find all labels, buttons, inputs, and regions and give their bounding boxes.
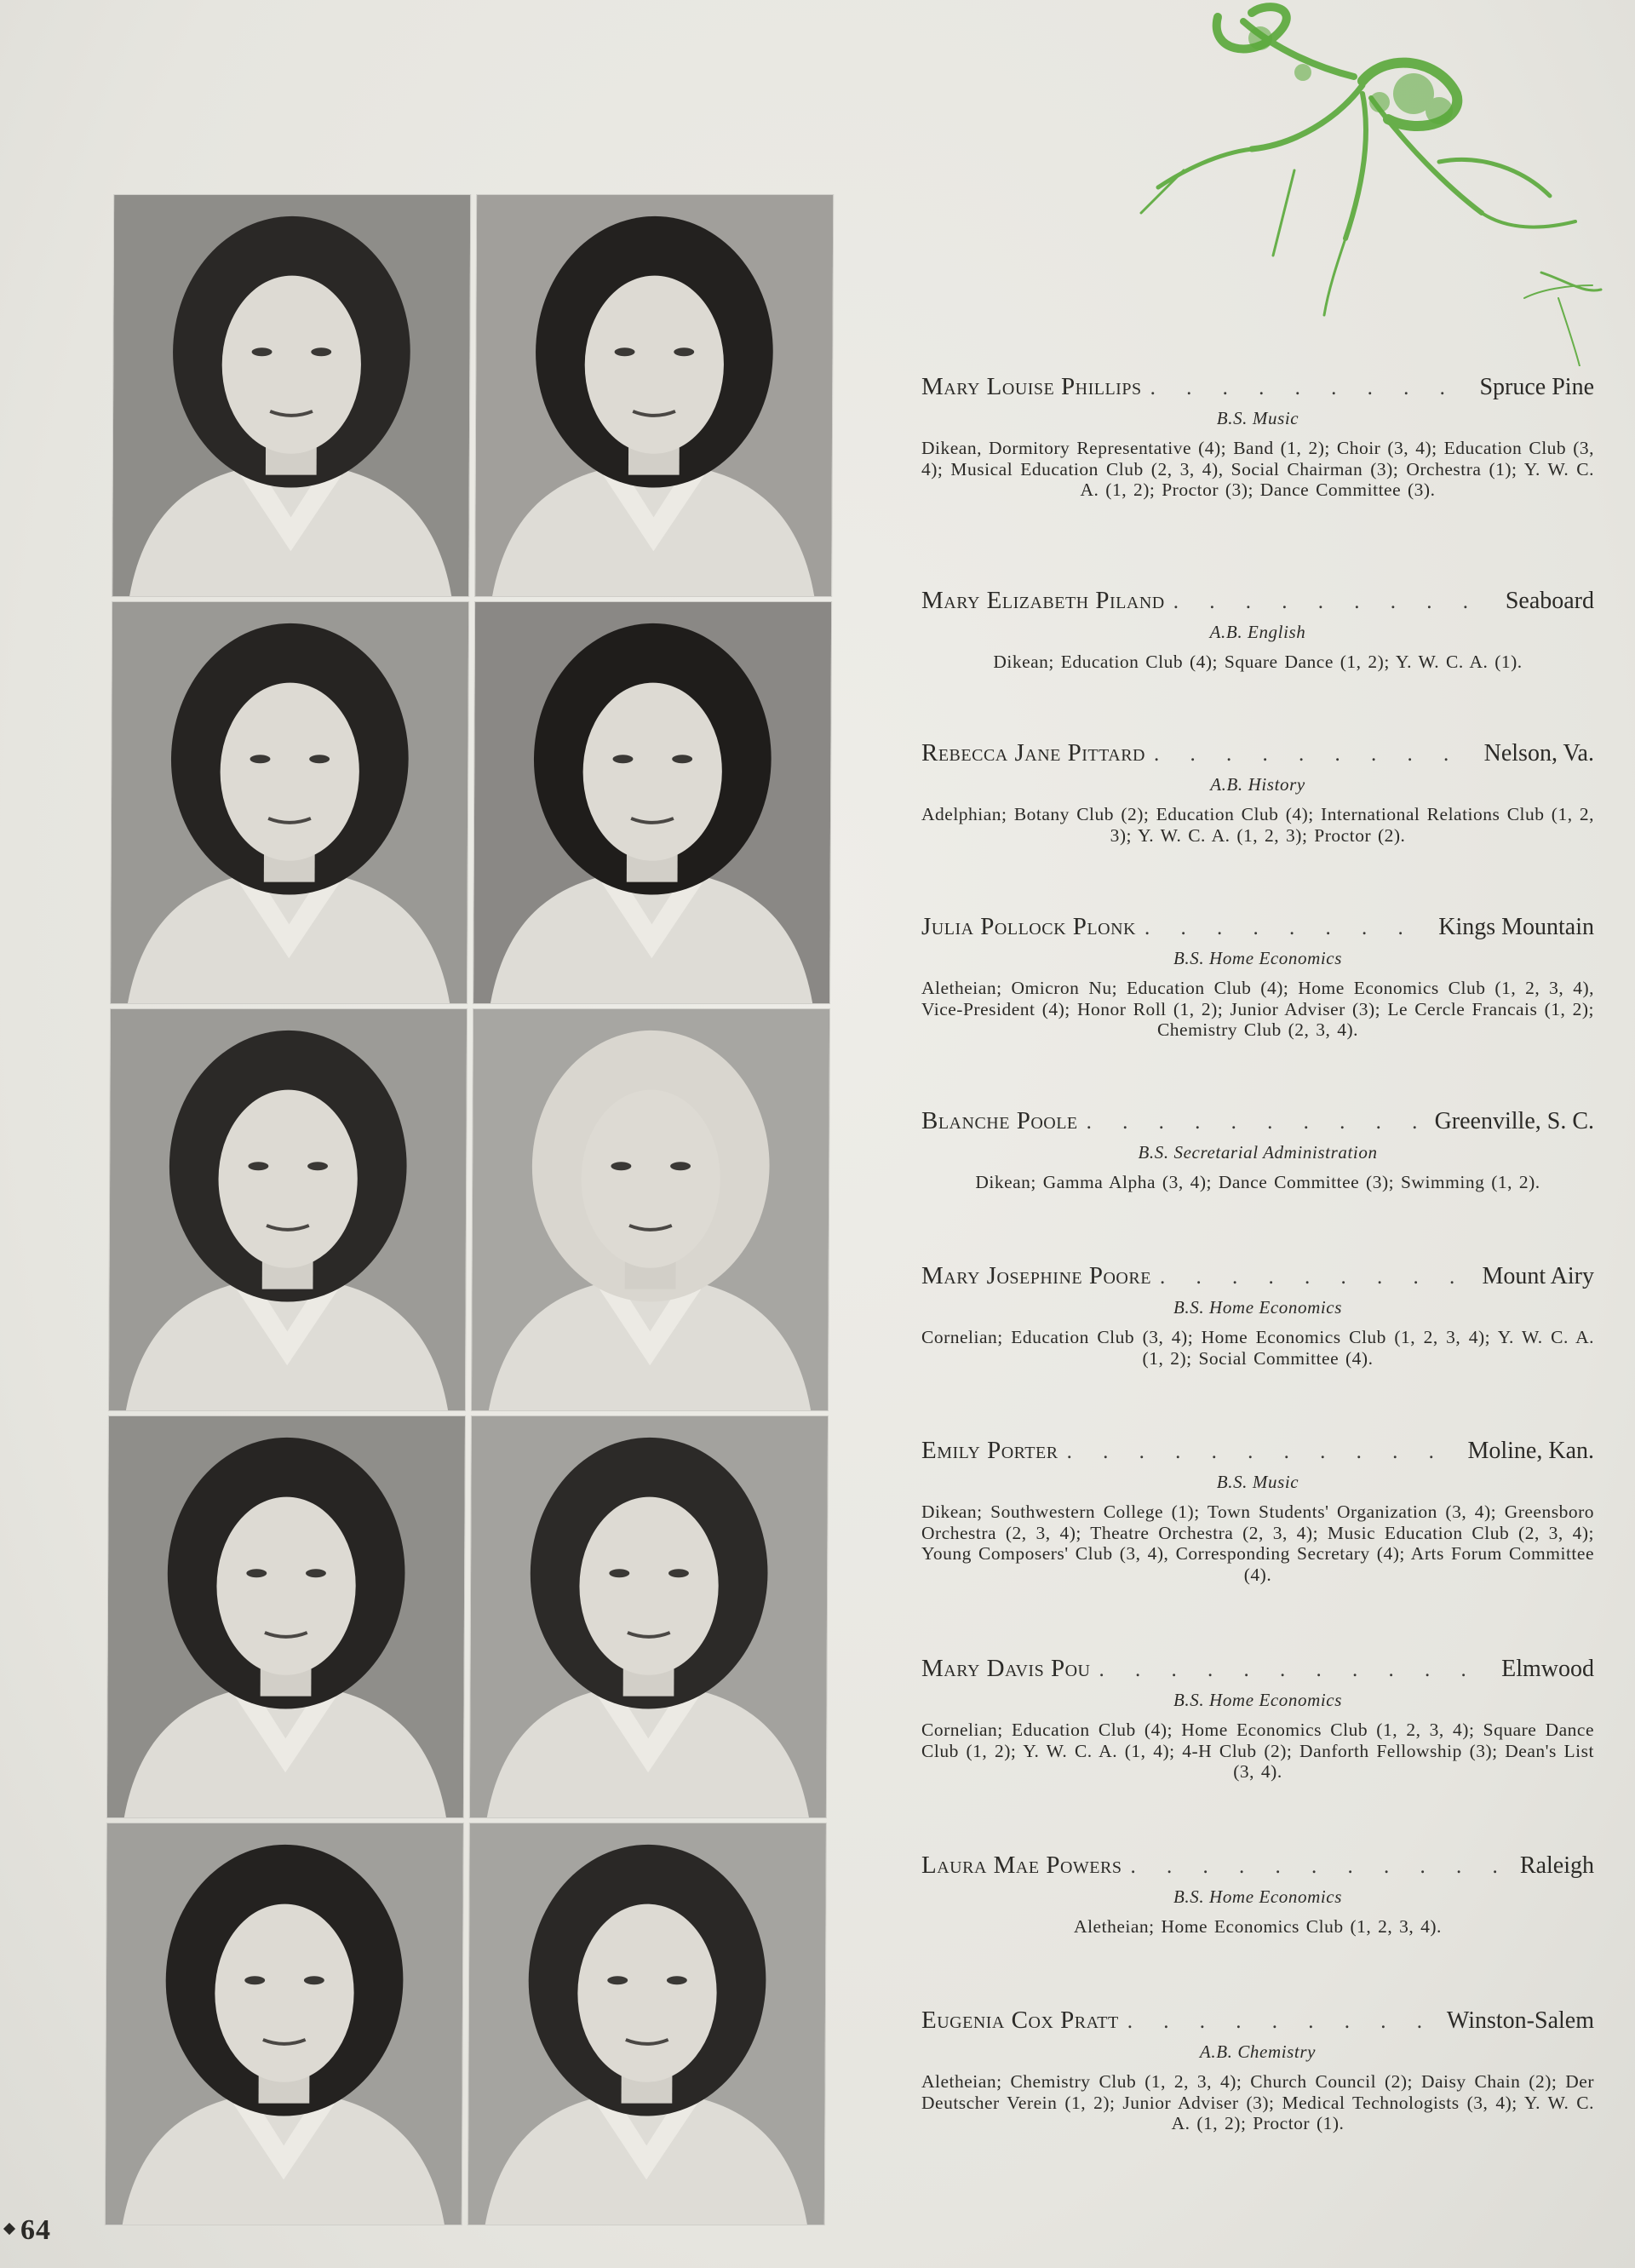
student-entry: [921, 1852, 1594, 1938]
student-name: Rebecca Jane Pittard: [921, 739, 1145, 767]
student-hometown: Greenville, S. C.: [1434, 1108, 1594, 1134]
page-number: [5, 2214, 51, 2247]
portrait-photo: [473, 602, 831, 1003]
portrait-photo: [475, 195, 833, 596]
student-entry: [921, 1262, 1594, 1369]
student-name: Mary Elizabeth Piland: [921, 587, 1165, 614]
leader-dots: [1154, 741, 1476, 768]
page-number-text: 64: [20, 2214, 51, 2246]
student-activities: Dikean; Gamma Alpha (3, 4); Dance Committee (3); Swimming (1, 2).: [975, 1172, 1540, 1192]
student-portrait: [112, 194, 471, 597]
student-degree: B.S. Music: [1216, 408, 1299, 428]
student-entry: [921, 1437, 1594, 1585]
student-degree: B.S. Secretarial Administration: [1138, 1142, 1378, 1163]
portrait-photo: [111, 602, 468, 1003]
student-degree: B.S. Home Economics: [1173, 1297, 1343, 1318]
student-degree: A.B. History: [1210, 774, 1305, 795]
student-name: Mary Davis Pou: [921, 1655, 1091, 1682]
student-portrait: [105, 1823, 464, 2225]
student-name: Emily Porter: [921, 1437, 1058, 1464]
portrait-photo: [470, 1416, 828, 1817]
student-hometown: Moline, Kan.: [1467, 1438, 1594, 1464]
student-name: Eugenia Cox Pratt: [921, 2007, 1119, 2034]
student-degree: B.S. Home Economics: [1173, 1690, 1343, 1710]
leader-dots: [1099, 1657, 1493, 1684]
student-entry: [921, 1107, 1594, 1193]
student-degree: A.B. English: [1209, 622, 1306, 642]
student-activities: Cornelian; Education Club (4); Home Economics Club (1, 2, 3, 4); Square Dance Club (1, 2); Y. W. C. A. (1, 4); 4-H Club (2); Danforth Fellowship (3); Dean's List (3, 4).: [921, 1720, 1594, 1782]
student-degree: B.S. Music: [1216, 1472, 1299, 1492]
student-hometown: Elmwood: [1501, 1656, 1594, 1682]
student-activities: Aletheian; Omicron Nu; Education Club (4); Home Economics Club (1, 2, 3, 4), Vice-President (4); Honor Roll (1, 2); Junior Adviser (3); Le Cercle Francais (1, 2); Chemistry Club (2, 3, 4).: [921, 978, 1594, 1040]
student-entry: [921, 373, 1594, 501]
student-activities: Dikean, Dormitory Representative (4); Band (1, 2); Choir (3, 4); Education Club (3, 4); Musical Education Club (2, 3, 4), Social Chairman (3); Orchestra (1); Y. W. C. A. (1, 2); Proctor (3); Dance Committee (3).: [921, 438, 1594, 500]
portrait-photo: [107, 1416, 465, 1817]
student-entry: [921, 587, 1594, 673]
student-degree: A.B. Chemistry: [1199, 2041, 1317, 2062]
student-portrait: [469, 1415, 829, 1818]
student-name: Blanche Poole: [921, 1107, 1078, 1134]
student-portrait: [106, 1415, 466, 1818]
student-hometown: Seaboard: [1505, 588, 1594, 614]
student-hometown: Raleigh: [1519, 1852, 1594, 1879]
student-hometown: Mount Airy: [1482, 1263, 1594, 1289]
student-portrait: [468, 1823, 827, 2225]
student-name: Julia Pollock Plonk: [921, 913, 1136, 940]
leader-dots: [1130, 1853, 1511, 1880]
student-portrait: [473, 601, 832, 1004]
student-degree: B.S. Home Economics: [1173, 948, 1343, 968]
leader-dots: [1144, 915, 1430, 942]
portrait-photo: [468, 1823, 826, 2225]
portrait-photo: [472, 1009, 829, 1410]
student-hometown: Spruce Pine: [1479, 374, 1594, 400]
student-hometown: Winston-Salem: [1446, 2007, 1594, 2034]
student-activities: Adelphian; Botany Club (2); Education Club (4); International Relations Club (1, 2, 3); Y. W. C. A. (1, 2, 3); Proctor (2).: [921, 804, 1594, 846]
student-entry: [921, 739, 1594, 846]
portrait-grid: [105, 194, 842, 2225]
student-activities: Aletheian; Home Economics Club (1, 2, 3, 4).: [1074, 1916, 1442, 1937]
student-hometown: Nelson, Va.: [1483, 740, 1594, 767]
diamond-icon: [3, 2223, 15, 2235]
student-name: Mary Louise Phillips: [921, 373, 1142, 400]
student-name: Mary Josephine Poore: [921, 1262, 1151, 1289]
student-degree: B.S. Home Economics: [1173, 1886, 1343, 1907]
student-portrait: [110, 601, 469, 1004]
student-name: Laura Mae Powers: [921, 1852, 1122, 1879]
student-entry: [921, 2007, 1594, 2134]
student-activities: Dikean; Education Club (4); Square Dance (1, 2); Y. W. C. A. (1).: [993, 652, 1523, 672]
student-hometown: Kings Mountain: [1438, 914, 1594, 940]
portrait-photo: [112, 195, 470, 596]
student-portrait: [471, 1008, 830, 1411]
student-portrait: [108, 1008, 468, 1411]
leader-dots: [1173, 589, 1497, 616]
student-portrait: [474, 194, 834, 597]
student-entry: [921, 1655, 1594, 1783]
leader-dots: [1150, 375, 1472, 402]
student-activities: Cornelian; Education Club (3, 4); Home Economics Club (1, 2, 3, 4); Y. W. C. A. (1, 2); Social Committee (4).: [921, 1327, 1594, 1369]
student-activities: Aletheian; Chemistry Club (1, 2, 3, 4); Church Council (2); Daisy Chain (2); Der Deutscher Verein (1, 2); Junior Adviser (3); Medical Technologists (3, 4); Y. W. C. A. (1, 2); Proctor (1).: [921, 2071, 1594, 2133]
student-entry: [921, 913, 1594, 1041]
student-activities: Dikean; Southwestern College (1); Town Students' Organization (3, 4); Greensboro Orchestra (2, 3, 4); Theatre Orchestra (2, 3, 4); Music Education Club (2, 3, 4); Young Composers' Club (3, 4), Corresponding Secretary (4); Arts Forum Committee (4).: [921, 1501, 1594, 1585]
leader-dots: [1160, 1264, 1474, 1291]
bow-sketch-icon: [1081, 0, 1609, 366]
portrait-photo: [106, 1823, 463, 2225]
leader-dots: [1127, 2008, 1438, 2035]
leader-dots: [1087, 1109, 1426, 1136]
leader-dots: [1067, 1438, 1460, 1466]
portrait-photo: [109, 1009, 467, 1410]
